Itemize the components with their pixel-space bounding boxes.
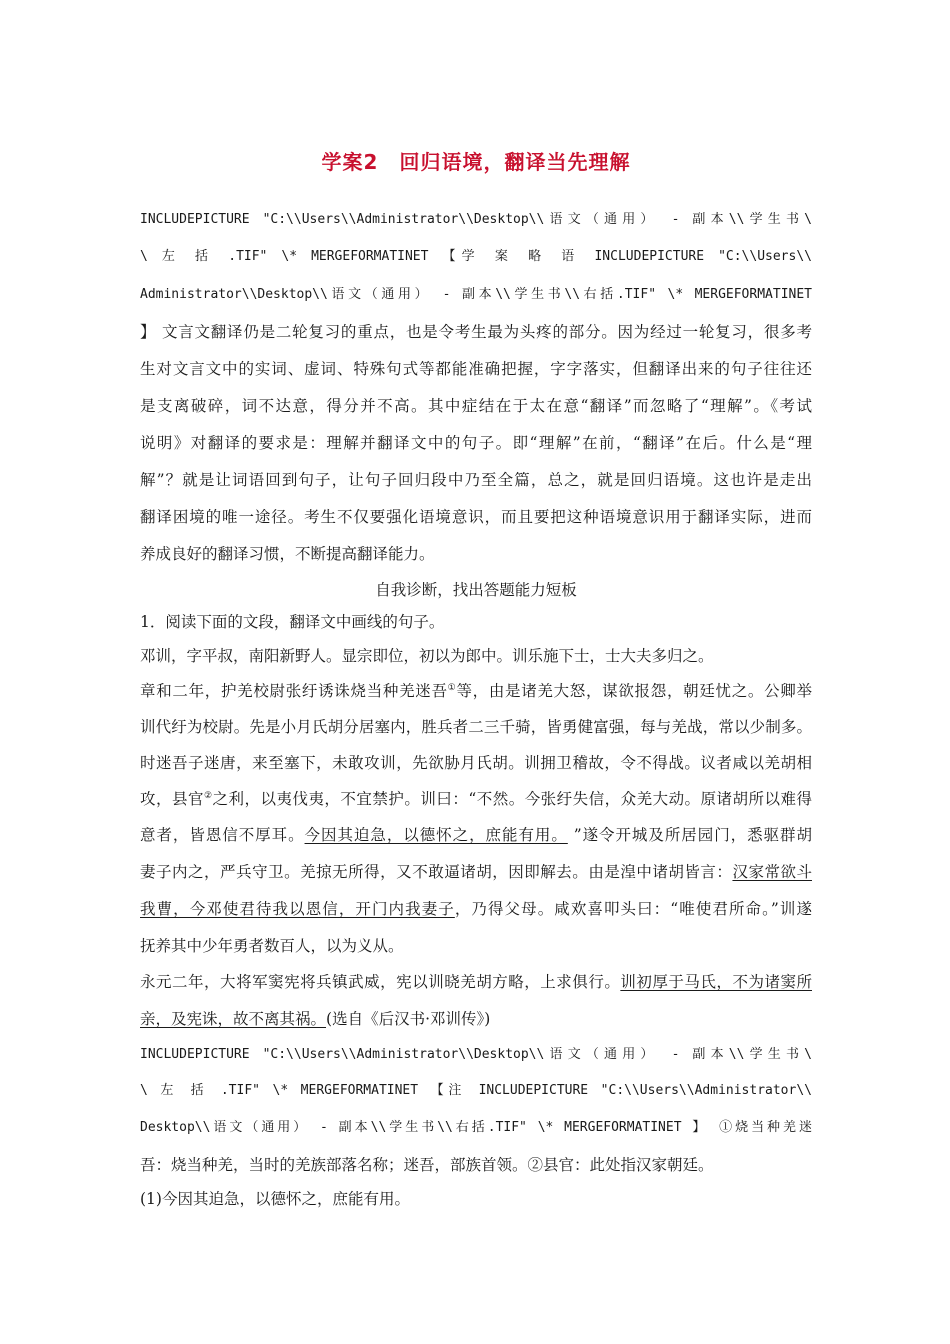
passage-line: 抚养其中少年勇者数百人，以为义从。 <box>140 937 404 955</box>
question-item: (1)今因其迫急，以德怀之，庶能有用。 <box>140 1190 410 1208</box>
passage-line: 妻子内之，严兵守卫。羌掠无所得，又不敢逼诸胡，因即解去。由是湟中诸胡皆言：汉家常欲斗 <box>140 863 812 881</box>
passage-line: 训代纡为校尉。先是小月氏胡分居塞内，胜兵者二三千骑，皆勇健富强，每与羌战，常以少制多。 <box>140 718 812 736</box>
passage-line: 邓训，字平叔，南阳新野人。显宗即位，初以为郎中。训乐施下士，士大夫多归之。 <box>140 647 714 665</box>
intro-paragraph-line: 解”？就是让词语回到句子，让句子回归段中乃至全篇，总之，就是回归语境。这也许是走出 <box>140 471 812 489</box>
field-code-line: \ 左 括 .TIF" \* MERGEFORMATINET 【注 INCLUDEPICTURE "C:\\Users\\Administrator\\ <box>140 1083 812 1098</box>
notes-line: Desktop\\语文（通用） - 副本\\学生书\\右括.TIF" \* MERGEFORMATINET 】 ①烧当种羌迷 <box>140 1120 812 1135</box>
question-prompt: 1．阅读下面的文段，翻译文中画线的句子。 <box>140 613 445 631</box>
intro-paragraph-line: 生对文言文中的实词、虚词、特殊句式等都能准确把握，字字落实，但翻译出来的句子往往还 <box>140 360 812 378</box>
intro-paragraph-line: 是支离破碎，词不达意，得分并不高。其中症结在于太在意“翻译”而忽略了“理解”。《考试 <box>140 397 812 415</box>
footnote-mark: ② <box>203 790 213 801</box>
passage-line: 亲，及宪诛，故不离其祸。(选自《后汉书·邓训传》) <box>140 1010 491 1028</box>
underlined-sentence: 今因其迫急，以德怀之，庶能有用。 <box>304 826 568 844</box>
page-title: 学案2 回归语境，翻译当先理解 <box>321 150 631 174</box>
passage-line: 攻，县官②之利，以夷伐夷，不宜禁护。训曰：“不然。今张纡失信，众羌大动。原诸胡所以难得 <box>140 790 812 808</box>
underlined-sentence: 汉家常欲斗 <box>732 863 812 881</box>
footnote-mark: ① <box>447 682 457 693</box>
passage-line: 我曹，今邓使君待我以恩信，开门内我妻子，乃得父母。咸欢喜叩头曰：“唯使君所命。”训遂 <box>140 900 812 918</box>
intro-paragraph-line: 】 文言文翻译仍是二轮复习的重点，也是令考生最为头疼的部分。因为经过一轮复习，很多考 <box>140 323 812 341</box>
intro-paragraph-line: 翻译困境的唯一途径。考生不仅要强化语境意识，而且要把这种语境意识用于翻译实际，进而 <box>140 508 812 526</box>
underlined-sentence: 我曹，今邓使君待我以恩信，开门内我妻子 <box>140 900 455 918</box>
passage-line: 章和二年，护羌校尉张纡诱诛烧当种羌迷吾①等，由是诸羌大怒，谋欲报怨，朝廷忧之。公卿举 <box>140 682 812 700</box>
passage-line: 永元二年，大将军窦宪将兵镇武威，宪以训晓羌胡方略，上求俱行。训初厚于马氏，不为诸窦所 <box>140 973 812 991</box>
intro-paragraph-line: 说明》对翻译的要求是：理解并翻译文中的句子。即“理解”在前，“翻译”在后。什么是“理 <box>140 434 812 452</box>
notes-line: 吾：烧当种羌，当时的羌族部落名称；迷吾，部族首领。②县官：此处指汉家朝廷。 <box>140 1156 714 1174</box>
field-code-line: Administrator\\Desktop\\语文（通用） - 副本\\学生书\\右括.TIF" \* MERGEFORMATINET <box>140 287 812 302</box>
field-code-line: INCLUDEPICTURE "C:\\Users\\Administrator\\Desktop\\语文（通用） - 副本\\学生书\ <box>140 212 812 227</box>
intro-paragraph-line: 养成良好的翻译习惯，不断提高翻译能力。 <box>140 545 435 563</box>
passage-line: 时迷吾子迷唐，来至塞下，未敢攻训，先欲胁月氏胡。训拥卫稽故，令不得战。议者咸以羌胡相 <box>140 754 812 772</box>
field-code-line: INCLUDEPICTURE "C:\\Users\\Administrator\\Desktop\\语文（通用） - 副本\\学生书\ <box>140 1047 812 1062</box>
field-code-line: \ 左 括 .TIF" \* MERGEFORMATINET 【学 案 略 语 INCLUDEPICTURE "C:\\Users\\ <box>140 249 812 264</box>
passage-line: 意者，皆恩信不厚耳。今因其迫急，以德怀之，庶能有用。 ”遂令开城及所居园门，悉驱群胡 <box>140 826 812 844</box>
underlined-sentence: 训初厚于马氏，不为诸窦所 <box>620 973 812 991</box>
section-heading: 自我诊断，找出答题能力短板 <box>375 581 577 599</box>
underlined-sentence: 亲，及宪诛，故不离其祸。 <box>140 1010 327 1028</box>
